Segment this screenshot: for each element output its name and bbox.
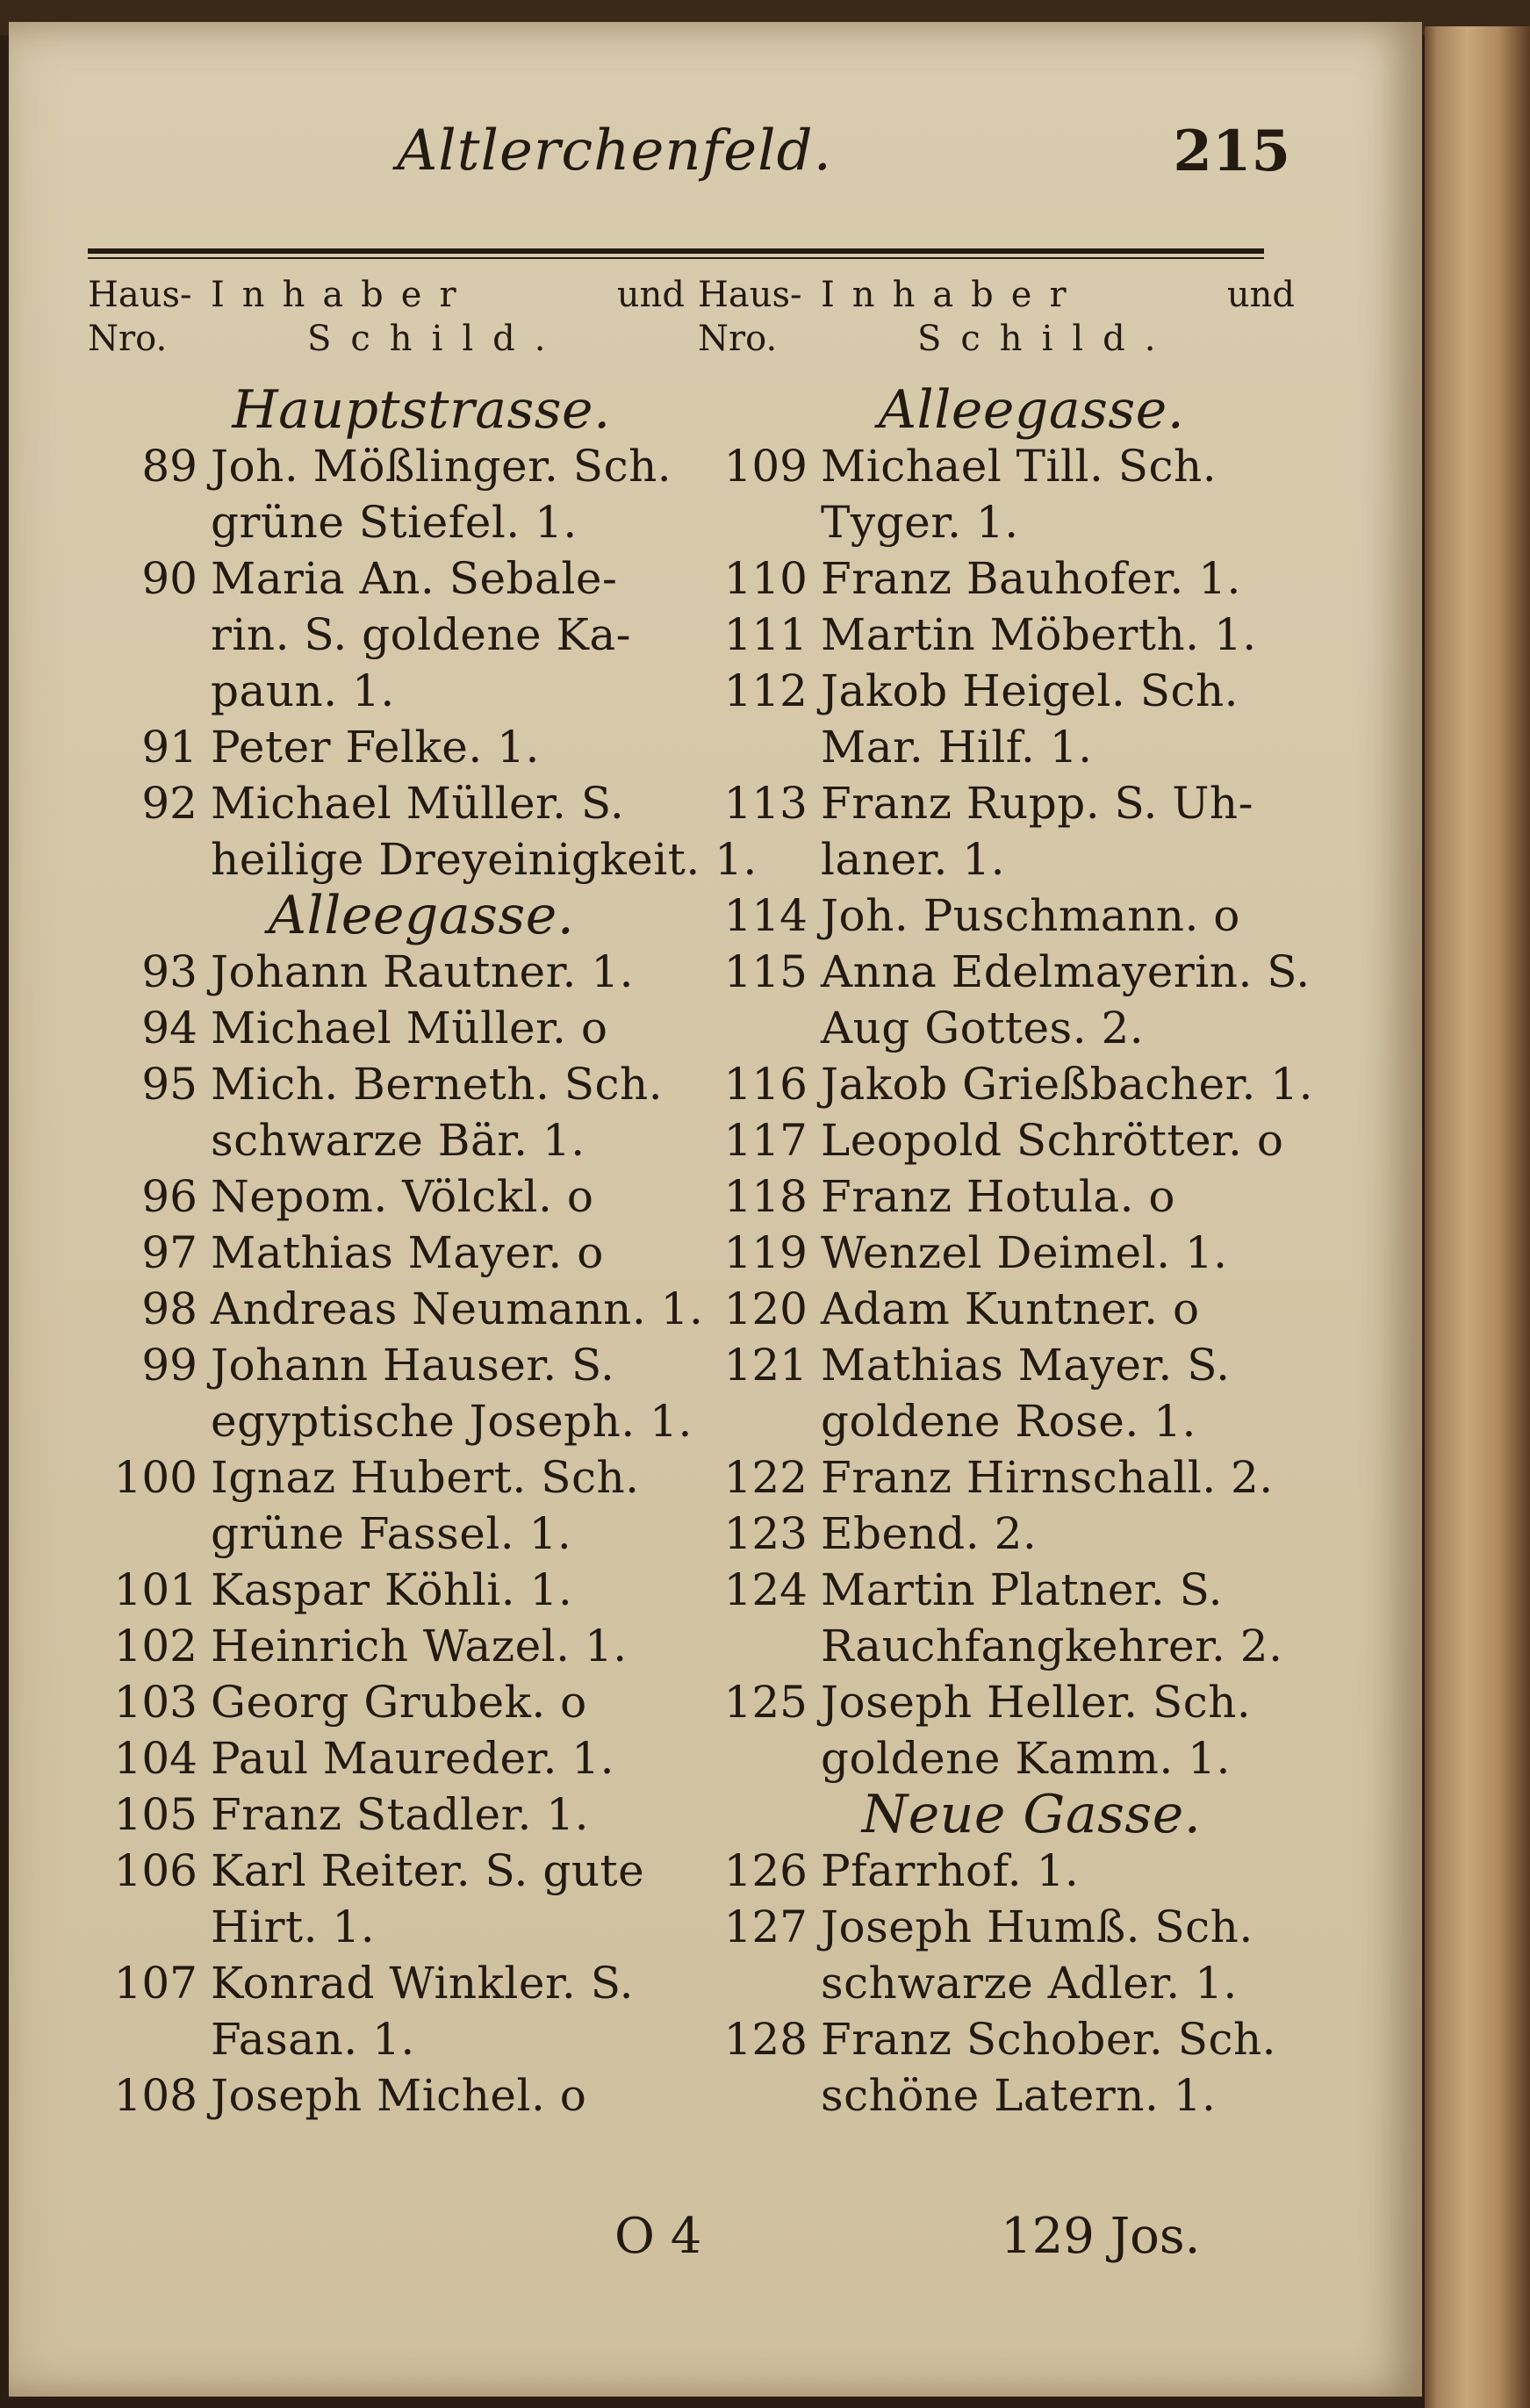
house-entry xyxy=(88,1674,685,1730)
house-entry xyxy=(698,888,1295,944)
house-entry xyxy=(88,438,685,494)
right-entries xyxy=(698,379,1313,2124)
header-owner: Inhaber xyxy=(211,275,474,315)
street-name: Alleegasse. xyxy=(878,379,1185,441)
page-number: 215 xyxy=(1173,119,1290,184)
house-entry xyxy=(698,2067,1295,2124)
owner-and-sign: Kaspar Köhli. 1. xyxy=(211,1564,573,1615)
house-entry xyxy=(698,1449,1295,1506)
owner-and-sign: Johann Hauser. S. xyxy=(211,1340,615,1391)
right-column xyxy=(698,268,1313,2124)
house-number: 128 xyxy=(723,2014,808,2065)
house-entry xyxy=(88,1843,685,1899)
house-entry xyxy=(88,663,685,719)
owner-and-sign: Tyger. 1. xyxy=(821,497,1019,548)
street-heading xyxy=(698,379,1295,441)
owner-and-sign: Konrad Winkler. S. xyxy=(211,1958,635,2009)
owner-and-sign: Georg Grubek. o xyxy=(211,1677,587,1728)
street-heading xyxy=(88,379,685,441)
owner-and-sign: grüne Fassel. 1. xyxy=(211,1508,572,1559)
house-number: 120 xyxy=(723,1283,808,1334)
house-entry xyxy=(698,1337,1295,1393)
house-number: 121 xyxy=(723,1340,808,1391)
house-entry xyxy=(698,1281,1295,1337)
house-number: 122 xyxy=(723,1452,808,1503)
header-schild: Schild. xyxy=(917,319,1175,359)
house-entry xyxy=(88,1899,685,1955)
house-number: 124 xyxy=(723,1564,808,1615)
owner-and-sign: Jakob Heigel. Sch. xyxy=(821,665,1239,716)
house-number: 98 xyxy=(141,1283,198,1334)
owner-and-sign: Adam Kuntner. o xyxy=(821,1283,1200,1334)
house-number: 92 xyxy=(141,778,198,829)
house-number: 118 xyxy=(723,1171,808,1222)
house-number: 104 xyxy=(113,1733,198,1784)
house-number: 97 xyxy=(141,1227,198,1278)
owner-and-sign: schwarze Adler. 1. xyxy=(821,1958,1238,2009)
house-entry xyxy=(88,1506,685,1562)
house-entry xyxy=(698,1899,1295,1955)
house-number: 95 xyxy=(141,1059,198,1110)
owner-and-sign: Heinrich Wazel. 1. xyxy=(211,1621,628,1671)
owner-and-sign: Andreas Neumann. 1. xyxy=(211,1283,704,1334)
house-entry xyxy=(698,831,1295,888)
header-rule xyxy=(88,248,1264,254)
house-number: 91 xyxy=(141,722,198,773)
house-number: 106 xyxy=(113,1845,198,1896)
owner-and-sign: Paul Maureder. 1. xyxy=(211,1733,614,1784)
owner-and-sign: Joseph Heller. Sch. xyxy=(821,1677,1252,1728)
house-entry xyxy=(88,1955,685,2011)
house-number: 126 xyxy=(723,1845,808,1896)
house-number: 90 xyxy=(141,553,198,604)
owner-and-sign: Ebend. 2. xyxy=(821,1508,1038,1559)
house-number: 100 xyxy=(113,1452,198,1503)
street-name: Alleegasse. xyxy=(268,885,575,946)
house-entry xyxy=(88,1730,685,1786)
house-number: 125 xyxy=(723,1677,808,1728)
house-entry xyxy=(698,775,1295,831)
owner-and-sign: Anna Edelmayerin. S. xyxy=(821,946,1311,997)
house-number: 96 xyxy=(141,1171,198,1222)
owner-and-sign: Joh. Mößlinger. Sch. xyxy=(211,441,672,492)
header-owner: Inhaber xyxy=(821,275,1084,315)
owner-and-sign: goldene Rose. 1. xyxy=(821,1396,1196,1447)
column-header xyxy=(88,268,685,382)
house-entry xyxy=(698,719,1295,775)
house-entry xyxy=(88,494,685,550)
house-entry xyxy=(698,438,1295,494)
house-number: 119 xyxy=(723,1227,808,1278)
house-number: 89 xyxy=(141,441,198,492)
owner-and-sign: Joh. Puschmann. o xyxy=(821,890,1240,941)
owner-and-sign: Franz Hirnschall. 2. xyxy=(821,1452,1274,1503)
header-haus: Haus- xyxy=(88,275,192,315)
owner-and-sign: Martin Platner. S. xyxy=(821,1564,1223,1615)
house-entry xyxy=(88,1562,685,1618)
signature-mark: O 4 xyxy=(614,2208,702,2265)
house-entry xyxy=(88,1393,693,1449)
house-number: 108 xyxy=(113,2070,198,2121)
house-entry xyxy=(698,1168,1295,1225)
street-heading xyxy=(698,1786,1295,1843)
header-und: und xyxy=(616,275,685,315)
owner-and-sign: heilige Dreyeinigkeit. 1. xyxy=(211,834,758,885)
house-entry xyxy=(698,1618,1295,1674)
house-number: 113 xyxy=(723,778,808,829)
left-column xyxy=(88,268,758,2124)
owner-and-sign: Pfarrhof. 1. xyxy=(821,1845,1080,1896)
street-heading xyxy=(88,885,685,946)
owner-and-sign: Rauchfangkehrer. 2. xyxy=(821,1621,1283,1671)
house-entry xyxy=(698,1225,1295,1281)
owner-and-sign: egyptische Joseph. 1. xyxy=(211,1396,693,1447)
house-number: 117 xyxy=(723,1115,808,1166)
house-entry xyxy=(88,1281,704,1337)
owner-and-sign: laner. 1. xyxy=(821,834,1005,885)
header-nro: Nro. xyxy=(88,319,168,359)
house-entry xyxy=(88,1168,685,1225)
owner-and-sign: rin. S. goldene Ka- xyxy=(211,609,632,660)
catchword: 129 Jos. xyxy=(1001,2208,1201,2265)
house-number: 101 xyxy=(113,1564,198,1615)
owner-and-sign: Maria An. Sebale- xyxy=(211,553,618,604)
owner-and-sign: Peter Felke. 1. xyxy=(211,722,540,773)
house-entry xyxy=(88,550,685,607)
house-number: 93 xyxy=(141,946,198,997)
owner-and-sign: Leopold Schrötter. o xyxy=(821,1115,1284,1166)
book-page-edges xyxy=(1425,26,1530,2408)
header-nro: Nro. xyxy=(698,319,778,359)
header-und: und xyxy=(1226,275,1295,315)
owner-and-sign: Franz Hotula. o xyxy=(821,1171,1176,1222)
house-entry xyxy=(698,663,1295,719)
house-entry xyxy=(88,1225,685,1281)
house-entry xyxy=(88,775,685,831)
house-entry xyxy=(88,1449,685,1506)
house-number: 99 xyxy=(141,1340,198,1391)
owner-and-sign: Nepom. Völckl. o xyxy=(211,1171,594,1222)
house-entry xyxy=(698,1955,1295,2011)
house-entry xyxy=(698,944,1311,1000)
house-number: 102 xyxy=(113,1621,198,1671)
street-name: Neue Gasse. xyxy=(861,1784,1202,1845)
house-entry xyxy=(88,944,685,1000)
house-entry xyxy=(698,1056,1313,1112)
house-number: 110 xyxy=(723,553,808,604)
house-number: 103 xyxy=(113,1677,198,1728)
house-entry xyxy=(698,1112,1295,1168)
owner-and-sign: Michael Müller. o xyxy=(211,1003,608,1053)
owner-and-sign: Franz Rupp. S. Uh- xyxy=(821,778,1253,829)
house-number: 116 xyxy=(723,1059,808,1110)
house-number: 112 xyxy=(723,665,808,716)
owner-and-sign: schwarze Bär. 1. xyxy=(211,1115,585,1166)
owner-and-sign: Mathias Mayer. o xyxy=(211,1227,604,1278)
house-entry xyxy=(88,1112,685,1168)
owner-and-sign: Aug Gottes. 2. xyxy=(821,1003,1145,1053)
owner-and-sign: paun. 1. xyxy=(211,665,395,716)
house-entry xyxy=(698,1843,1295,1899)
house-number: 115 xyxy=(723,946,808,997)
header-rule-thin xyxy=(88,257,1264,259)
owner-and-sign: Jakob Grießbacher. 1. xyxy=(821,1059,1313,1110)
house-entry xyxy=(698,607,1295,663)
owner-and-sign: grüne Stiefel. 1. xyxy=(211,497,578,548)
house-entry xyxy=(698,1562,1295,1618)
header-haus: Haus- xyxy=(698,275,802,315)
owner-and-sign: Wenzel Deimel. 1. xyxy=(821,1227,1228,1278)
house-entry xyxy=(698,1674,1295,1730)
owner-and-sign: Hirt. 1. xyxy=(211,1901,376,1952)
house-entry xyxy=(88,1618,685,1674)
owner-and-sign: Michael Müller. S. xyxy=(211,778,625,829)
house-number: 94 xyxy=(141,1003,198,1053)
house-number: 114 xyxy=(723,890,808,941)
owner-and-sign: Johann Rautner. 1. xyxy=(211,946,635,997)
owner-and-sign: Franz Schober. Sch. xyxy=(821,2014,1277,2065)
house-entry xyxy=(698,1730,1295,1786)
owner-and-sign: Martin Möberth. 1. xyxy=(821,609,1257,660)
owner-and-sign: Fasan. 1. xyxy=(211,2014,415,2065)
owner-and-sign: Michael Till. Sch. xyxy=(821,441,1218,492)
house-entry xyxy=(88,719,685,775)
house-entry xyxy=(88,1000,685,1056)
column-header xyxy=(698,268,1295,382)
house-entry xyxy=(698,2011,1295,2067)
house-number: 123 xyxy=(723,1508,808,1559)
owner-and-sign: Mathias Mayer. S. xyxy=(821,1340,1231,1391)
owner-and-sign: Joseph Michel. o xyxy=(211,2070,587,2121)
owner-and-sign: Mich. Berneth. Sch. xyxy=(211,1059,664,1110)
house-entry xyxy=(698,1000,1295,1056)
house-entry xyxy=(88,831,758,888)
house-entry xyxy=(88,607,685,663)
house-entry xyxy=(698,1506,1295,1562)
owner-and-sign: goldene Kamm. 1. xyxy=(821,1733,1231,1784)
house-entry xyxy=(698,1393,1295,1449)
house-number: 111 xyxy=(723,609,808,660)
house-entry xyxy=(698,494,1295,550)
house-number: 107 xyxy=(113,1958,198,2009)
book-page xyxy=(9,22,1422,2397)
owner-and-sign: Franz Bauhofer. 1. xyxy=(821,553,1241,604)
owner-and-sign: Mar. Hilf. 1. xyxy=(821,722,1093,773)
owner-and-sign: Franz Stadler. 1. xyxy=(211,1789,589,1840)
running-title: Altlerchenfeld. xyxy=(397,119,832,183)
owner-and-sign: Ignaz Hubert. Sch. xyxy=(211,1452,640,1503)
house-entry xyxy=(88,2011,685,2067)
street-name: Hauptstrasse. xyxy=(232,379,611,441)
house-entry xyxy=(88,1056,685,1112)
house-entry xyxy=(88,1786,685,1843)
house-entry xyxy=(698,550,1295,607)
owner-and-sign: Karl Reiter. S. gute xyxy=(211,1845,645,1896)
house-number: 109 xyxy=(723,441,808,492)
owner-and-sign: Joseph Humß. Sch. xyxy=(821,1901,1253,1952)
header-schild: Schild. xyxy=(307,319,565,359)
house-number: 105 xyxy=(113,1789,198,1840)
left-entries xyxy=(88,379,758,2124)
house-entry xyxy=(88,1337,685,1393)
house-entry xyxy=(88,2067,685,2124)
owner-and-sign: schöne Latern. 1. xyxy=(821,2070,1217,2121)
house-number: 127 xyxy=(723,1901,808,1952)
